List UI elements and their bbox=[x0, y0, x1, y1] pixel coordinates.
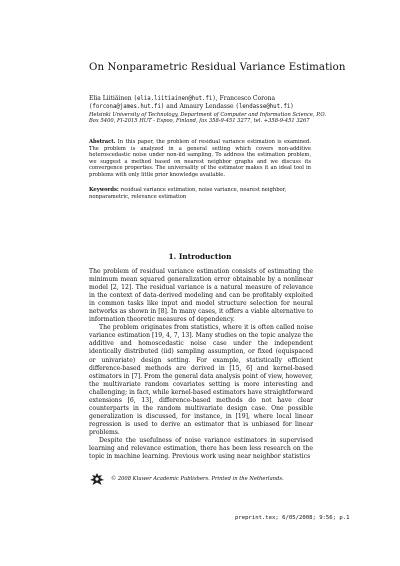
affiliation: Helsinki University of Technology, Department of Computer and Information Science, P.O. Box 5400, FI-2015 HUT - Espoo, Finland, fax 358-9-451 3277, tel. +358-9-451 3267 bbox=[89, 111, 326, 125]
abstract bbox=[89, 139, 311, 179]
author-email: (elia.liitiainen@hut.fi) bbox=[133, 96, 216, 102]
paragraph: The problem originates from statistics, where it is often called noise variance estimation [19, 4, 7, 13]. Many studies on the topic analyze the additive and homoscedastic noise case under the independent identically distributed (iid) sampling assumption, or fixed (equispaced or univariate) design setting. For example, statistically efficient difference-based methods are derived in [15, 6] and kernel-based estimators in [7]. From the general data analysis point of view, however, the multivariate random covariates setting is more interesting and challenging; in fact, while kernel-based estimators have straightforward extensions [6, 13], difference-based methods do not have clear counterparts in the random multivariate design case. One possible generalization is discussed, for instance, in [19], where local linear regression is used to derive an estimator that is unbiased for linear problems. bbox=[89, 324, 313, 436]
abstract-text: In this paper, the problem of residual variance estimation is examined. The problem is analyzed in a general setting which covers non-additive heteroscedastic noise under non-iid sampling. To address the estimation problem, we suggest a method based on nearest neighbor graphs and we discuss its convergence properties. The universality of the estimator makes it an ideal tool in problems with only little prior knowledge available. bbox=[89, 139, 311, 178]
author-name: Elia Liitiäinen bbox=[89, 95, 132, 102]
author-email: (lendasse@hut.fi) bbox=[235, 104, 294, 111]
publisher-footer bbox=[89, 472, 311, 486]
paper-title: On Nonparametric Residual Variance Estimation bbox=[89, 62, 346, 73]
section-heading: 1. Introduction bbox=[168, 252, 232, 261]
preprint-stamp: preprint.tex; 6/05/2008; 9:56; p.1 bbox=[235, 515, 350, 521]
body-text bbox=[89, 268, 313, 461]
paragraph: The problem of residual variance estimation consists of estimating the minimum mean squared generalization error obtainable by a nonlinear model [2, 12]. The residual variance is a natural measure of relevance in the context of data-derived modeling and can be profitably exploited in common tasks like input and model structure selection for neural networks as shown in [8]. In many cases, it offers a viable alternative to information theoretic measures of dependency. bbox=[89, 268, 313, 324]
paragraph: Despite the usefulness of noise variance estimators in supervised learning and relevance estimation, there has been less research on the topic in machine learning. Previous work using near neighbor statistics bbox=[89, 436, 313, 461]
keywords bbox=[89, 187, 311, 200]
keywords-text: residual variance estimation, noise variance, nearest neighbor, nonparametric, relevance estimation bbox=[89, 187, 287, 200]
keywords-label: Keywords: bbox=[89, 187, 119, 193]
copyright-text: © 2008 Kluwer Academic Publishers. Printed in the Netherlands. bbox=[111, 476, 284, 482]
author-name: , Francesco Corona bbox=[215, 95, 276, 102]
author-email: (forcona@james.hut.fi) bbox=[89, 104, 165, 111]
abstract-label: Abstract. bbox=[89, 139, 116, 145]
author-block bbox=[89, 95, 329, 125]
kluwer-logo-icon bbox=[89, 472, 105, 486]
author-name: and Amaury Lendasse bbox=[164, 103, 236, 111]
